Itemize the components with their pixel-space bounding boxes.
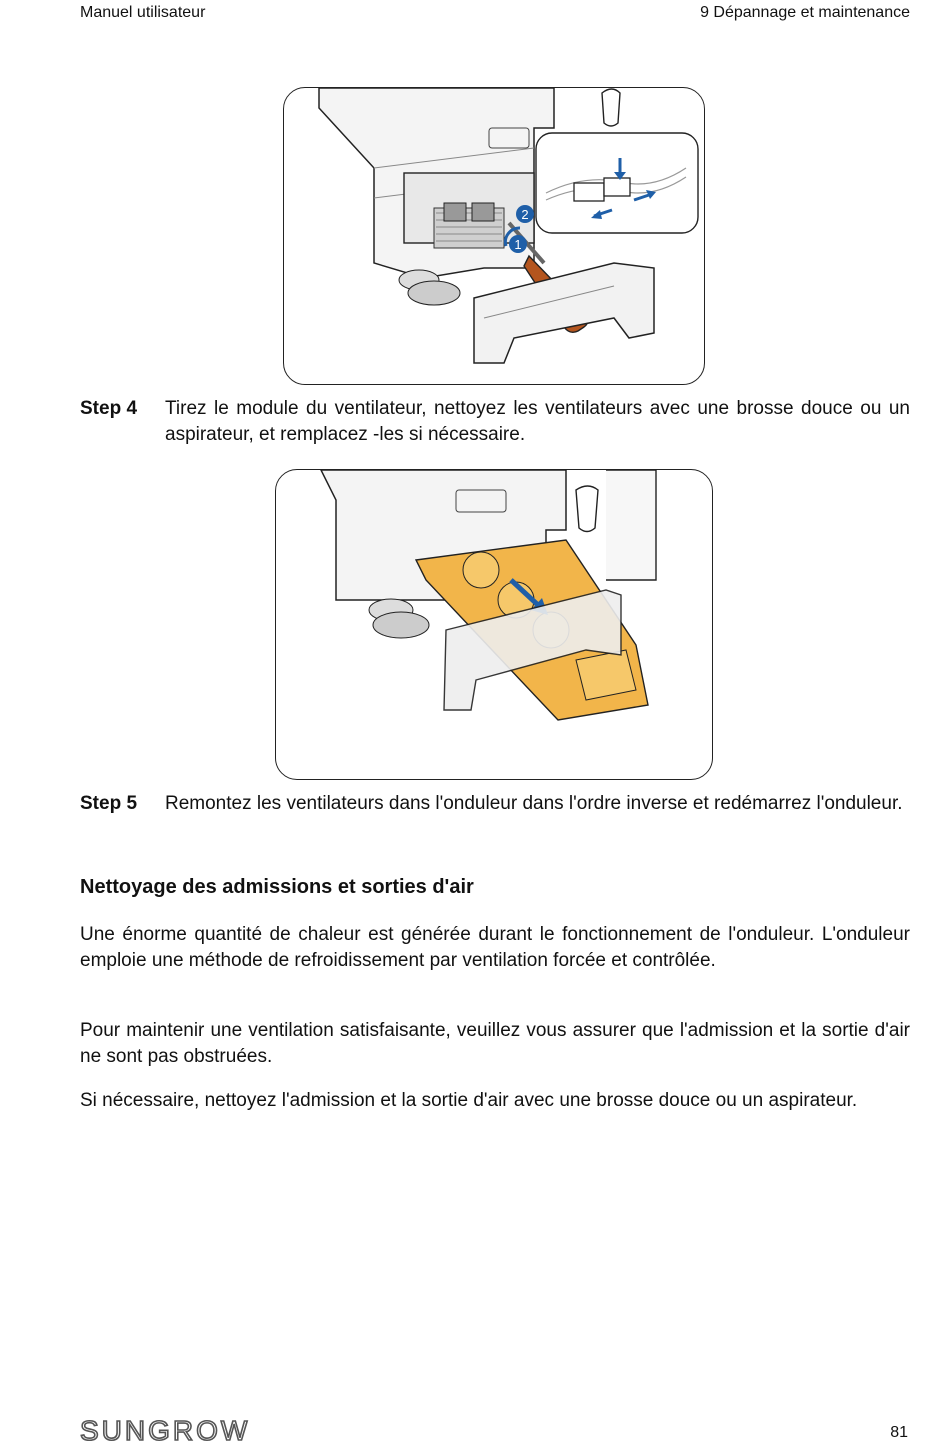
step-5-text: Remontez les ventilateurs dans l'onduleur dans l'ordre inverse et redémarrez l'onduleur. bbox=[165, 793, 903, 814]
step-4 bbox=[80, 396, 910, 448]
step-4-text: Tirez le module du ventilateur, nettoyez les ventilateurs avec une brosse douce ou un aspirateur, et remplacez -les si nécessaire. bbox=[165, 398, 910, 445]
step-4-label: Step 4 bbox=[80, 398, 138, 419]
section-title: Nettoyage des admissions et sorties d'air bbox=[80, 876, 474, 898]
inverter-fan-cable-illustration bbox=[284, 88, 704, 384]
logo-text: SUNGROW bbox=[80, 1415, 251, 1446]
page-number: 81 bbox=[890, 1424, 908, 1441]
figure-fan-cable-disconnect bbox=[283, 87, 705, 385]
step-5 bbox=[80, 791, 910, 817]
fan-module-illustration bbox=[276, 470, 712, 779]
connector-icon bbox=[574, 183, 604, 201]
callout-2: 2 bbox=[521, 207, 529, 222]
figure-fan-module-removal bbox=[275, 469, 713, 780]
header-manual-title: Manuel utilisateur bbox=[80, 4, 206, 21]
header-chapter-title: 9 Dépannage et maintenance bbox=[700, 4, 910, 21]
paragraph-ventilation: Pour maintenir une ventilation satisfaisante, veuillez vous assurer que l'admission et la sortie d'air ne sont pas obstruées. bbox=[80, 1020, 910, 1067]
paragraph-cleaning: Si nécessaire, nettoyez l'admission et la sortie d'air avec une brosse douce ou un aspirateur. bbox=[80, 1090, 858, 1111]
sungrow-logo bbox=[80, 1414, 275, 1446]
callout-1: 1 bbox=[514, 237, 522, 252]
step-5-label: Step 5 bbox=[80, 793, 138, 814]
paragraph-heat: Une énorme quantité de chaleur est générée durant le fonctionnement de l'onduleur. L'onduleur emploie une méthode de refroidissement par ventilation forcée et contrôlée. bbox=[80, 924, 910, 971]
